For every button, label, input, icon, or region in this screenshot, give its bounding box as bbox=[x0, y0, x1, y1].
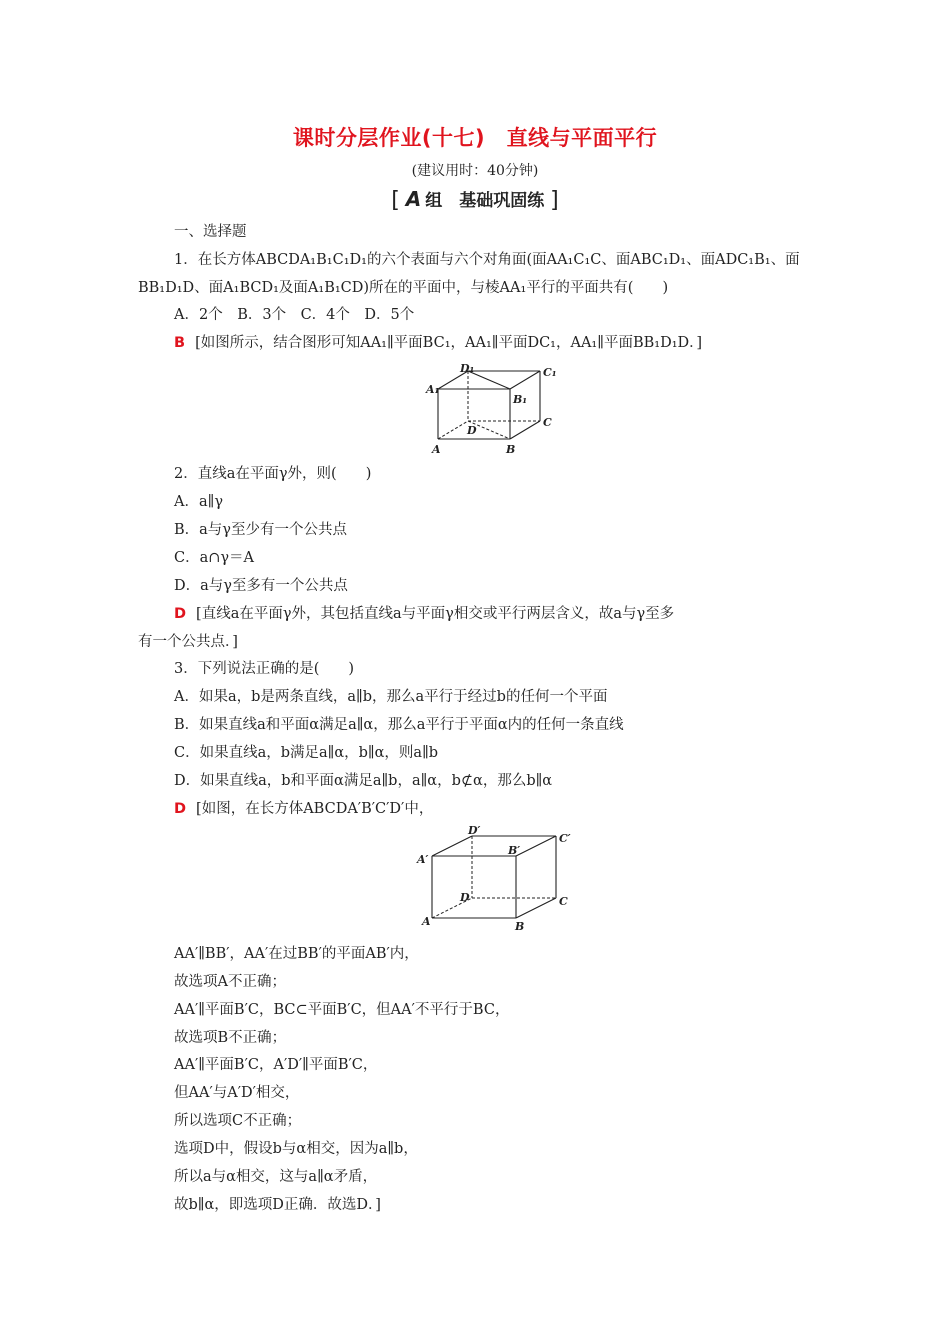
section-label: 一、选择题 bbox=[174, 224, 247, 240]
group-letter: A bbox=[405, 187, 422, 211]
fig2-label-C-prime: C′ bbox=[559, 832, 571, 845]
q1-answer-letter: B bbox=[174, 335, 186, 351]
q2-explanation: [直线a在平面γ外，其包括直线a与平面γ相交或平行两层含义，故a与γ至多 bbox=[196, 606, 675, 622]
fig2-label-D-prime: D′ bbox=[468, 824, 481, 837]
page-title: 课时分层作业(十七) 直线与平面平行 bbox=[292, 126, 658, 150]
fig1-label-A1: A₁ bbox=[426, 383, 440, 396]
q2-option-c: C．a∩γ＝A bbox=[174, 550, 255, 566]
fig2-label-C: C bbox=[559, 895, 568, 908]
q2-stem: 2．直线a在平面γ外，则( ) bbox=[174, 466, 372, 482]
q2-answer-letter: D bbox=[174, 606, 187, 622]
figure-cuboid-1 bbox=[420, 362, 570, 460]
q3-exp-line-1: AA′∥BB′，AA′在过BB′的平面AB′内， bbox=[174, 946, 419, 962]
q2-explanation-cont: 有一个公共点．] bbox=[138, 634, 238, 650]
q3-exp-line-6: 但AA′与A′D′相交， bbox=[174, 1085, 300, 1101]
q1-stem: 1．在长方体ABCDA₁B₁C₁D₁的六个表面与六个对角面(面AA₁C₁C、面ABC₁D₁、面ADC₁B₁、面 bbox=[174, 252, 800, 268]
bracket-left: [ bbox=[391, 188, 400, 213]
q3-exp-line-8: 选项D中，假设b与α相交，因为a∥b， bbox=[174, 1141, 418, 1157]
fig2-label-B-prime: B′ bbox=[508, 844, 521, 857]
q2-option-b: B．a与γ至少有一个公共点 bbox=[174, 522, 347, 538]
q3-option-b: B．如果直线a和平面α满足a∥α，那么a平行于平面α内的任何一条直线 bbox=[174, 717, 624, 733]
q3-option-d: D．如果直线a，b和平面α满足a∥b，a∥α，b⊄α，那么b∥α bbox=[174, 773, 553, 789]
q1-stem-cont: BB₁D₁D、面A₁BCD₁及面A₁B₁CD)所在的平面中，与棱AA₁平行的平面共有( ) bbox=[138, 280, 669, 296]
q3-answer bbox=[174, 799, 433, 819]
fig2-label-A-prime: A′ bbox=[417, 853, 429, 866]
fig1-label-C: C bbox=[543, 416, 552, 429]
q3-exp-line-4: 故选项B不正确； bbox=[174, 1030, 287, 1046]
figure-cuboid-2 bbox=[412, 824, 580, 936]
fig1-label-A: A bbox=[432, 443, 441, 456]
q3-answer-letter: D bbox=[174, 801, 187, 817]
q1-explanation: [如图所示，结合图形可知AA₁∥平面BC₁，AA₁∥平面DC₁，AA₁∥平面BB₁D₁D．] bbox=[195, 335, 703, 351]
fig1-label-D: D bbox=[467, 424, 477, 437]
q2-answer bbox=[174, 604, 674, 624]
q3-exp-line-9: 所以a与α相交，这与a∥α矛盾， bbox=[174, 1169, 378, 1185]
q3-stem: 3．下列说法正确的是( ) bbox=[174, 661, 355, 677]
fig2-label-A: A bbox=[422, 915, 431, 928]
bracket-right: ] bbox=[550, 188, 559, 213]
section-heading bbox=[0, 186, 950, 213]
fig1-label-D1: D₁ bbox=[460, 362, 475, 375]
q3-option-a: A．如果a，b是两条直线，a∥b，那么a平行于经过b的任何一个平面 bbox=[174, 689, 608, 705]
fig2-label-B: B bbox=[515, 920, 525, 933]
q1-options: A．2个 B．3个 C．4个 D．5个 bbox=[174, 307, 415, 323]
q2-option-d: D．a与γ至多有一个公共点 bbox=[174, 578, 348, 594]
fig1-label-B1: B₁ bbox=[513, 393, 528, 406]
q3-option-c: C．如果直线a，b满足a∥α，b∥α，则a∥b bbox=[174, 745, 439, 761]
q3-exp-line-2: 故选项A不正确； bbox=[174, 974, 286, 990]
q3-exp-line-10: 故b∥α，即选项D正确．故选D．] bbox=[174, 1197, 381, 1213]
q3-exp-line-5: AA′∥平面B′C，A′D′∥平面B′C， bbox=[174, 1057, 378, 1073]
q3-exp-line-3: AA′∥平面B′C，BC⊂平面B′C，但AA′不平行于BC， bbox=[174, 1002, 510, 1018]
q3-explanation: [如图，在长方体ABCDA′B′C′D′中， bbox=[196, 801, 434, 817]
time-suggestion: (建议用时：40分钟) bbox=[411, 163, 539, 179]
group-label: 组 基础巩固练 bbox=[425, 191, 545, 211]
q1-answer bbox=[174, 333, 702, 353]
q3-exp-line-7: 所以选项C不正确； bbox=[174, 1113, 302, 1129]
fig2-label-D: D bbox=[460, 891, 470, 904]
fig1-label-C1: C₁ bbox=[543, 366, 557, 379]
q2-option-a: A．a∥γ bbox=[174, 494, 223, 510]
fig1-label-B: B bbox=[506, 443, 516, 456]
